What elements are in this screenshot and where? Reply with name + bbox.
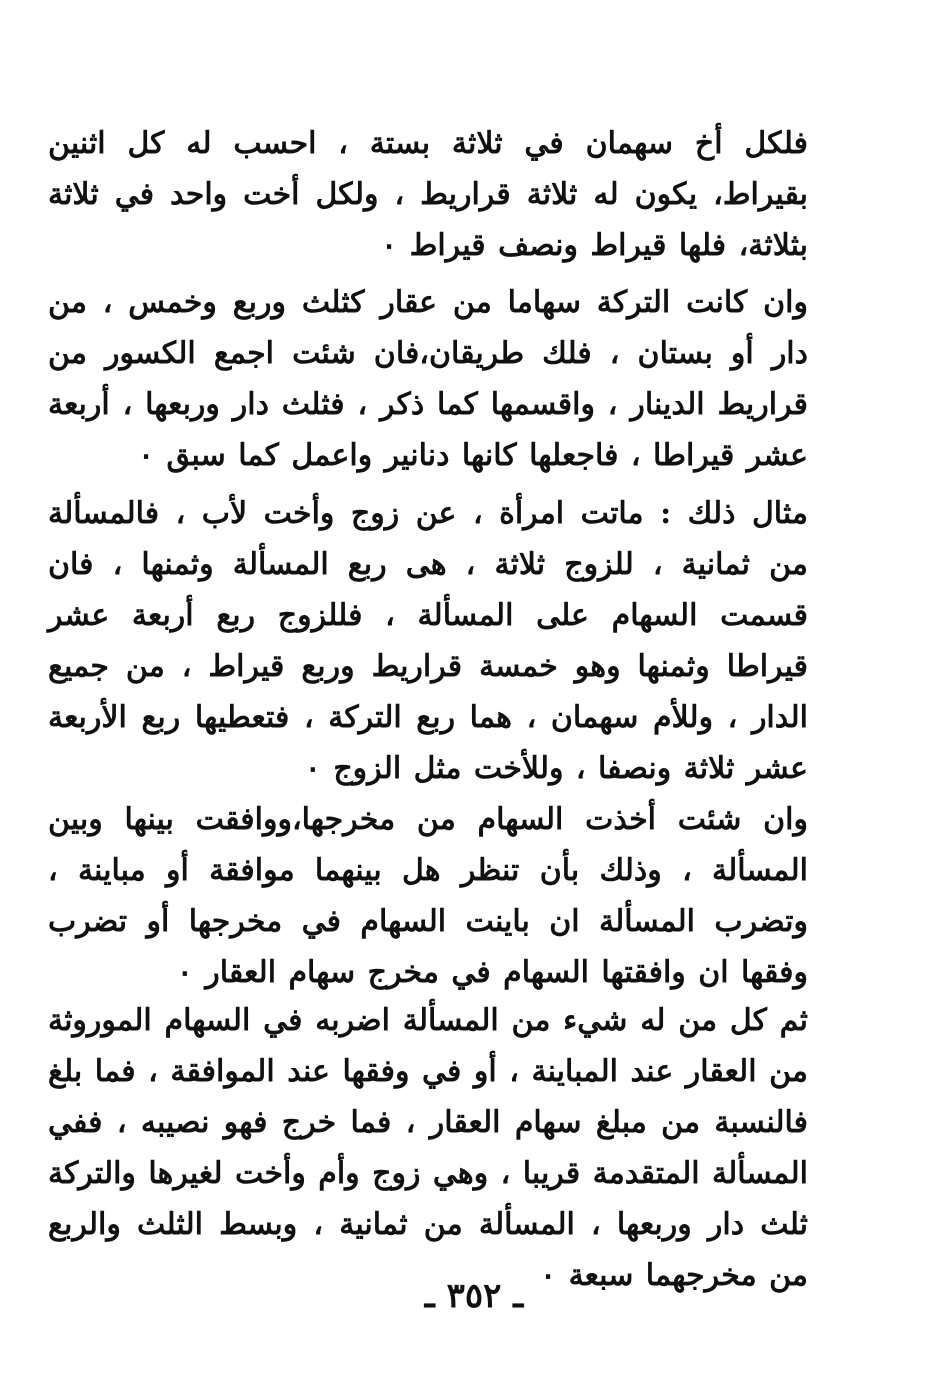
- page-number: ـ ٣٥٢ ـ: [424, 1276, 524, 1316]
- paragraph-2: وان كانت التركة سهاما من عقار كثلث وربع وخمس ، من دار أو بستان ، فلك طريقان،فان شئت اجمع الكسور من قراريط الدينار ، واقسمها كما ذكر ، فثلث دار وربعها ، أربعة عشر قيراطا ، فاجعلها كانها دنانير واعمل كما سبق ٠: [48, 285, 808, 473]
- paragraph-5: ثم كل من له شيء من المسألة اضربه في السهام الموروثة من العقار عند المباينة ، أو في وفقها عند الموافقة ، فما بلغ فالنسبة من مبلغ سهام العقار ، فما خرج فهو نصيبه ، ففي المسألة المتقدمة قريبا ، وهي زوج وأم وأخت لغيرها والتركة ثلث دار وربعها ، المسألة من ثمانية ، وبسط الثلث والربع من مخرجهما سبعة ٠: [47, 1003, 808, 1293]
- paragraph-4: وان شئت أخذت السهام من مخرجها،ووافقت بينها وبين المسألة ، وذلك بأن تنظر هل بينهما موافقة أو مباينة ، وتضرب المسألة ان باينت السهام في مخرجها أو تضرب وفقها ان وافقتها السهام في مخرج سهام العقار ٠: [48, 802, 808, 990]
- paragraph-1: فلكل أخ سهمان في ثلاثة بستة ، احسب له كل اثنين بقيراط، يكون له ثلاثة قراريط ، ولكل أخت واحد في ثلاثة بثلاثة، فلها قيراط ونصف قيراط ٠: [48, 126, 808, 263]
- paragraph-3: مثال ذلك : ماتت امرأة ، عن زوج وأخت لأب ، فالمسألة من ثمانية ، للزوج ثلاثة ، هى ربع المسألة وثمنها ، فان قسمت السهام على المسألة ، فللزوج ربع أربعة عشر قيراطا وثمنها وهو خمسة قراريط وربع قيراط ، من جميع الدار ، وللأم سهمان ، هما ربع التركة ، فتعطيها ربع الأربعة عشر ثلاثة ونصفا ، وللأخت مثل الزوج ٠: [48, 496, 808, 786]
